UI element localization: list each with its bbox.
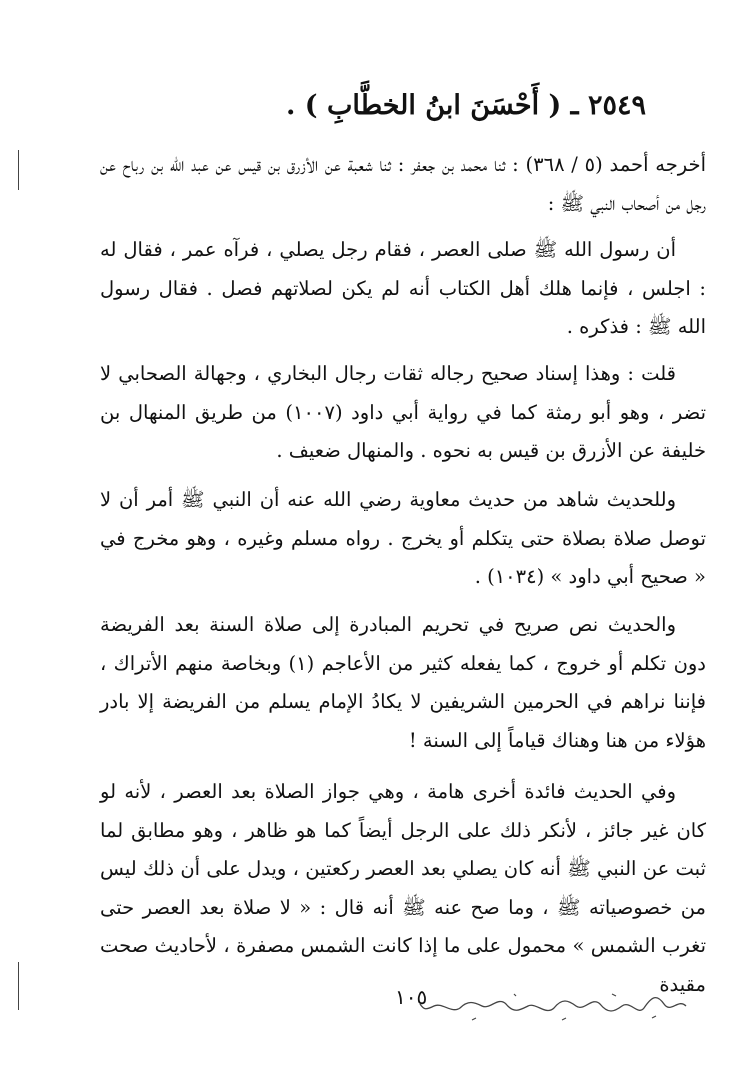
paragraph-commentary-asr: وفي الحديث فائدة أخرى هامة ، وهي جواز الصلاة بعد العصر ، لأنه لو كان غير جائز ، لأنكر ذلك على الرجل أيضاً كما هو ظاهر ، وهو مطابق لما ثبت عن النبي ﷺ أنه كان يصلي بعد العصر ركعتين ، ويدل على أن ذلك ليس من خصوصياته ﷺ ، وما صح عنه ﷺ أنه قال : « لا صلاة بعد العصر حتى تغرب الشمس » محمول على ما إذا كانت الشمس مصفرة ، لأحاديث صحت مقيدة: [100, 780, 706, 996]
handwritten-footnote: [416, 988, 696, 1028]
page-number: ١٠٥: [395, 985, 428, 1009]
paragraph-shahid: وللحديث شاهد من حديث معاوية رضي الله عنه أن النبي ﷺ أمر أن لا توصل صلاة بصلاة حتى يتكلم أو يخرج . رواه مسلم وغيره ، وهو مخرج في « صحيح أبي داود » (١٠٣٤) .: [100, 488, 706, 588]
margin-line-bottom: [18, 962, 19, 1010]
paragraph-hadith-text: أن رسول الله ﷺ صلى العصر ، فقام رجل يصلي ، فرآه عمر ، فقال له : اجلس ، فإنما هلك أهل الكتاب أنه لم يكن لصلاتهم فصل . فقال رسول الله ﷺ : فذكره .: [100, 238, 706, 338]
hadith-heading: ٢٥٤٩ ـ ( أَحْسَنَ ابنُ الخطَّابِ ) .: [285, 90, 646, 121]
paragraph-commentary-sunnah: والحديث نص صريح في تحريم المبادرة إلى صلاة السنة بعد الفريضة دون تكلم أو خروج ، كما يفعله كثير من الأعاجم (١) وبخاصة منهم الأتراك ، فإننا نراهم في الحرمين الشريفين لا يكادُ الإمام يسلم من الفريضة إلا بادر هؤلاء من هنا وهناك قياماً إلى السنة !: [100, 613, 706, 752]
paragraph-isnad-verdict: قلت : وهذا إسناد صحيح رجاله ثقات رجال البخاري ، وجهالة الصحابي لا تضر ، وهو أبو رمثة كما في رواية أبي داود (١٠٠٧) من طريق المنهال بن خليفة عن الأزرق بن قيس به نحوه . والمنهال ضعيف .: [100, 362, 707, 462]
paragraph-takhrij: أخرجه أحمد (٥ / ٣٦٨) : ثنا محمد بن جعفر : ثنا شعبة عن الأزرق بن قيس عن عبد الله بن رباح عن رجل من أصحاب النبي ﷺ :: [100, 153, 706, 215]
margin-line-top: [18, 150, 19, 190]
